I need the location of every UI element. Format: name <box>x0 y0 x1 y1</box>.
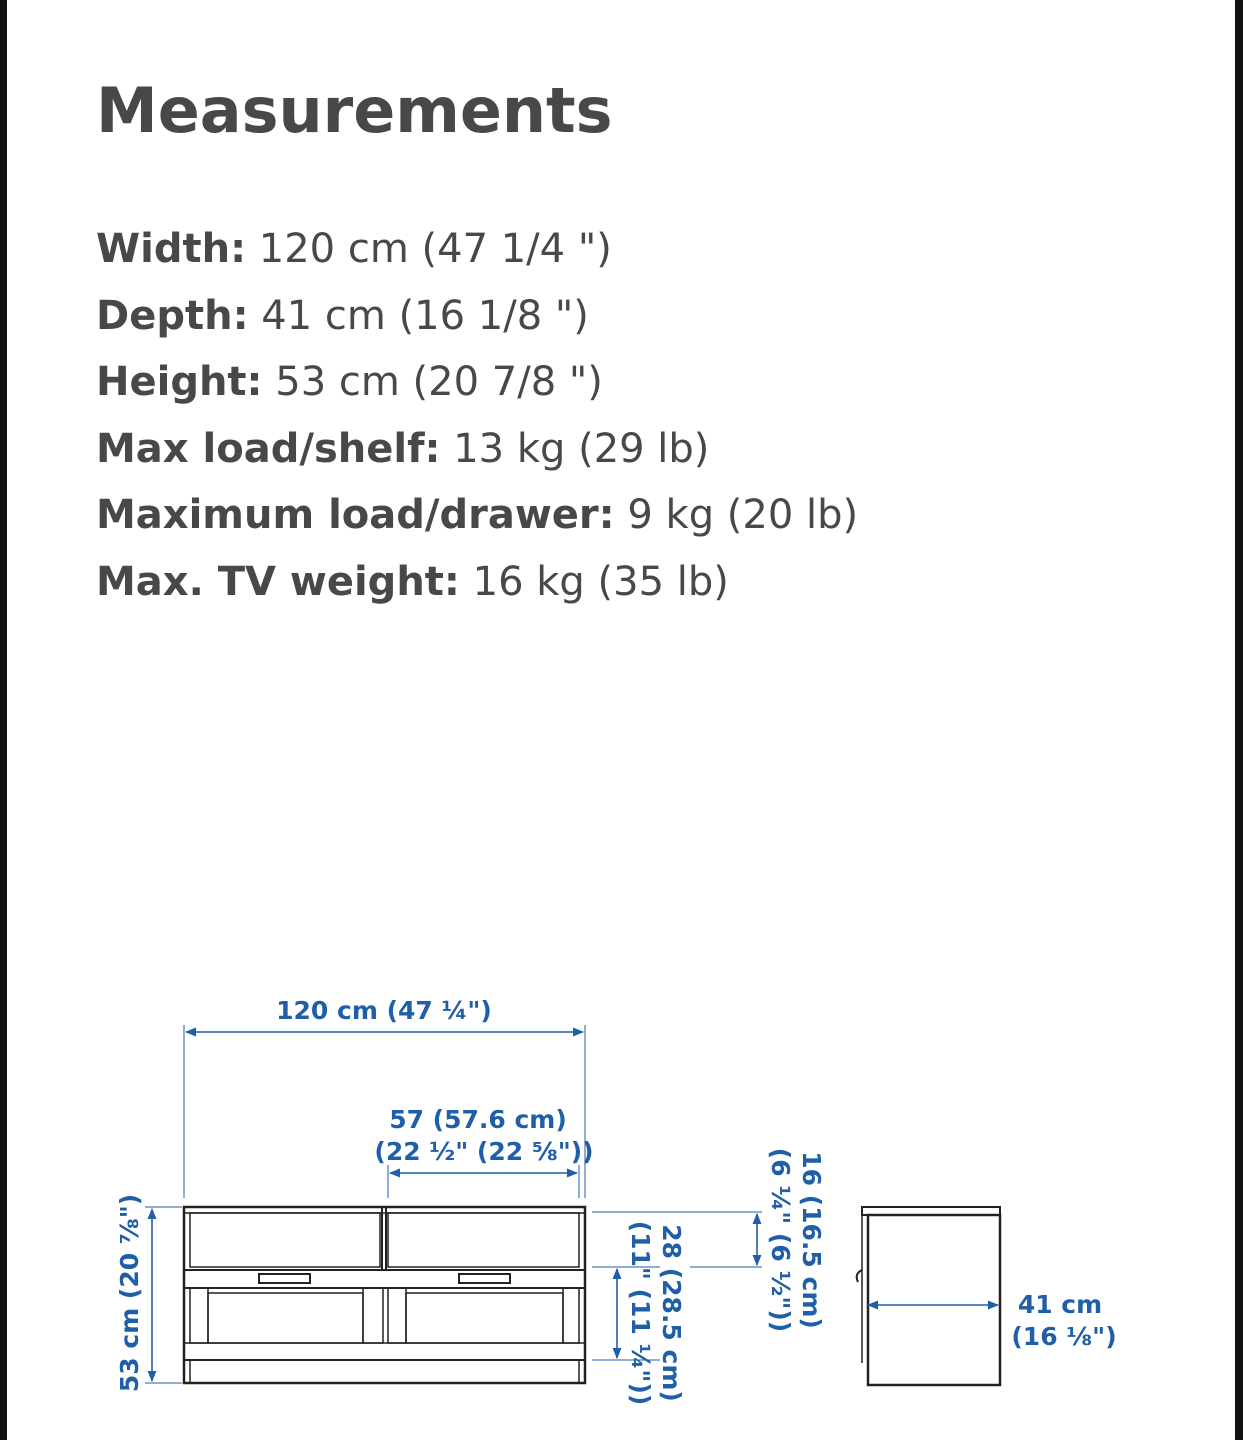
spec-label: Width: <box>96 226 247 272</box>
spec-value: 13 kg (29 lb) <box>453 425 710 472</box>
spec-label: Height: <box>96 359 263 405</box>
drawer-handle-right <box>459 1274 510 1283</box>
depth-dimension-label-imperial: (16 ⅛") <box>1011 1322 1117 1351</box>
front-view <box>184 1207 585 1383</box>
spec-value: 120 cm (47 1/4 ") <box>258 226 612 272</box>
spec-max-load-drawer <box>96 482 858 549</box>
drawer-dimension-label: 28 (28.5 cm) <box>657 1224 686 1402</box>
spec-depth <box>96 283 858 350</box>
spec-value: 53 cm (20 7/8 ") <box>275 359 603 405</box>
height-dimension-label: 53 cm (20 ⅞") <box>115 1193 144 1393</box>
spec-value: 16 kg (35 lb) <box>472 558 729 605</box>
bench-outline <box>184 1207 585 1383</box>
drawer-handle-left <box>259 1274 310 1283</box>
compartment-dimension-label: 57 (57.6 cm) <box>389 1105 567 1134</box>
drawer-dimension-label-imperial: (11" (11 ¼")) <box>626 1220 655 1406</box>
side-handle <box>857 1270 862 1282</box>
depth-dimension-label: 41 cm <box>1017 1290 1103 1319</box>
spec-label: Max. TV weight: <box>96 558 460 605</box>
spec-max-tv-weight <box>96 549 858 616</box>
side-view <box>857 1207 1000 1385</box>
spec-label: Max load/shelf: <box>96 425 441 472</box>
page-title: Measurements <box>96 74 613 147</box>
spec-max-load-shelf <box>96 416 858 483</box>
spec-value: 41 cm (16 1/8 ") <box>261 292 589 339</box>
shelf-dimension-label-imperial: (6 ¼" (6 ½")) <box>766 1147 795 1333</box>
compartment-dimension-label-imperial: (22 ½" (22 ⅝")) <box>374 1137 594 1166</box>
width-dimension-label: 120 cm (47 ¼") <box>276 996 492 1025</box>
spec-height <box>96 349 858 416</box>
spec-label: Maximum load/drawer: <box>96 492 615 538</box>
dimension-drawing <box>0 980 1243 1440</box>
spec-width <box>96 216 858 283</box>
spec-label: Depth: <box>96 292 249 339</box>
measurements-list <box>96 216 858 615</box>
shelf-dimension-label: 16 (16.5 cm) <box>797 1151 826 1329</box>
spec-value: 9 kg (20 lb) <box>627 492 859 538</box>
